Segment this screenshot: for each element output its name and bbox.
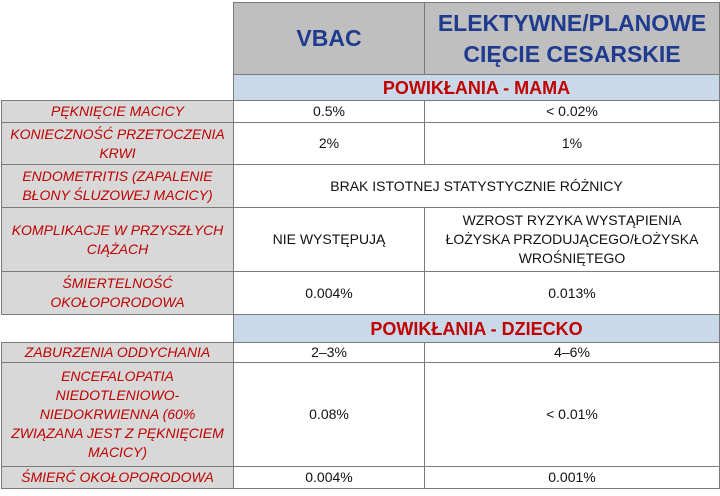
table-row bbox=[2, 467, 720, 489]
table-row bbox=[2, 101, 720, 123]
section-spacer bbox=[2, 315, 234, 343]
value-vbac: 2% bbox=[234, 123, 425, 165]
table-row bbox=[2, 208, 720, 272]
table-row bbox=[2, 165, 720, 208]
column-header-cesarean: ELEKTYWNE/PLANOWE CIĘCIE CESARSKIE bbox=[425, 3, 720, 75]
value-vbac: 2–3% bbox=[234, 343, 425, 363]
row-label: ŚMIERTELNOŚĆ OKOŁOPORODOWA bbox=[2, 272, 234, 315]
section-row-child bbox=[2, 315, 720, 343]
row-label: KOMPLIKACJE W PRZYSZŁYCH CIĄŻACH bbox=[2, 208, 234, 272]
section-title-child: POWIKŁANIA - DZIECKO bbox=[234, 315, 720, 343]
section-spacer bbox=[2, 75, 234, 101]
row-label: PĘKNIĘCIE MACICY bbox=[2, 101, 234, 123]
value-cesarean: < 0.02% bbox=[425, 101, 720, 123]
row-label: KONIECZNOŚĆ PRZETOCZENIA KRWI bbox=[2, 123, 234, 165]
section-title-mother: POWIKŁANIA - MAMA bbox=[234, 75, 720, 101]
table-row bbox=[2, 272, 720, 315]
value-cesarean: 1% bbox=[425, 123, 720, 165]
row-label: ZABURZENIA ODDYCHANIA bbox=[2, 343, 234, 363]
value-vbac: 0.5% bbox=[234, 101, 425, 123]
value-vbac: NIE WYSTĘPUJĄ bbox=[234, 208, 425, 272]
header-corner bbox=[2, 3, 234, 75]
value-vbac: 0.004% bbox=[234, 272, 425, 315]
header-row bbox=[2, 3, 720, 75]
row-label: ENCEFALOPATIA NIEDOTLENIOWO-NIEDOKRWIENNA (60% ZWIĄZANA JEST Z PĘKNIĘCIEM MACICY) bbox=[2, 363, 234, 467]
value-cesarean: 4–6% bbox=[425, 343, 720, 363]
value-cesarean: WZROST RYZYKA WYSTĄPIENIA ŁOŻYSKA PRZODUJĄCEGO/ŁOŻYSKA WROŚNIĘTEGO bbox=[425, 208, 720, 272]
table-row bbox=[2, 343, 720, 363]
value-cesarean: < 0.01% bbox=[425, 363, 720, 467]
row-label: ŚMIERĆ OKOŁOPORODOWA bbox=[2, 467, 234, 489]
value-vbac: 0.004% bbox=[234, 467, 425, 489]
value-cesarean: 0.001% bbox=[425, 467, 720, 489]
section-row-mother bbox=[2, 75, 720, 101]
value-merged: BRAK ISTOTNEJ STATYSTYCZNIE RÓŻNICY bbox=[234, 165, 720, 208]
value-vbac: 0.08% bbox=[234, 363, 425, 467]
value-cesarean: 0.013% bbox=[425, 272, 720, 315]
column-header-vbac: VBAC bbox=[234, 3, 425, 75]
row-label: ENDOMETRITIS (ZAPALENIE BŁONY ŚLUZOWEJ MACICY) bbox=[2, 165, 234, 208]
comparison-table bbox=[1, 2, 720, 489]
table-row bbox=[2, 363, 720, 467]
table-row bbox=[2, 123, 720, 165]
